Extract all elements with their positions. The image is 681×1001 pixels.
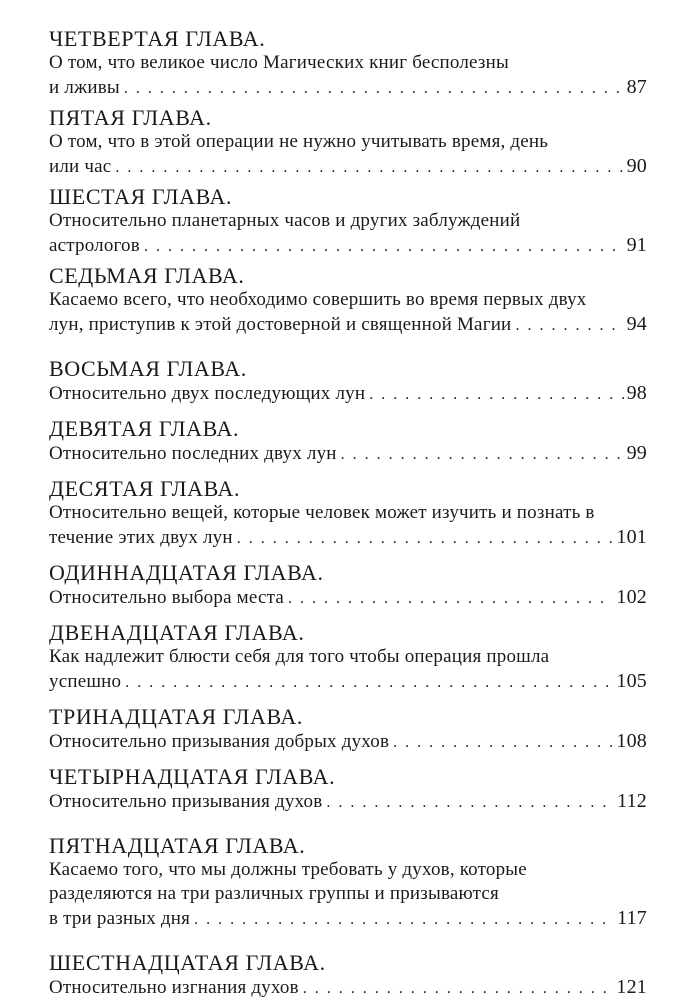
toc-entry xyxy=(49,263,647,338)
chapter-description: Относительно призывания духов xyxy=(49,791,323,812)
chapter-description: Относительно выбора места xyxy=(49,587,284,608)
chapter-description: О том, что в этой операции не нужно учитывать время, день xyxy=(49,131,549,152)
toc-line xyxy=(49,312,647,338)
toc-line xyxy=(49,585,647,611)
chapter-title: ПЯТАЯ ГЛАВА. xyxy=(49,105,212,130)
chapter-title: ТРИНАДЦАТАЯ ГЛАВА. xyxy=(49,704,303,729)
page-number: 98 xyxy=(626,382,647,404)
toc-entry xyxy=(49,560,647,611)
page-number: 105 xyxy=(616,670,647,692)
toc-line xyxy=(49,669,647,695)
chapter-description: О том, что великое число Магических книг бесполезны xyxy=(49,52,509,73)
toc-entry xyxy=(49,764,647,815)
toc-entry xyxy=(49,476,647,551)
toc-entry xyxy=(49,356,647,407)
page-number: 90 xyxy=(626,155,647,177)
page-number: 91 xyxy=(626,234,647,256)
chapter-description: в три разных дня xyxy=(49,908,191,929)
chapter-description: Относительно изгнания духов xyxy=(49,977,299,998)
dot-leader xyxy=(194,907,614,932)
chapter-title: ВОСЬМАЯ ГЛАВА. xyxy=(49,356,247,381)
chapter-title: ЧЕТЫРНАДЦАТАЯ ГЛАВА. xyxy=(49,764,336,789)
dot-leader xyxy=(115,155,623,180)
chapter-title: ЧЕТВЕРТАЯ ГЛАВА. xyxy=(49,26,266,51)
chapter-description: Касаемо того, что мы должны требовать у духов, которые xyxy=(49,859,527,880)
chapter-description: или час xyxy=(49,156,112,177)
toc-line xyxy=(49,233,647,259)
page-number: 94 xyxy=(626,313,647,335)
chapter-title: ПЯТНАДЦАТАЯ ГЛАВА. xyxy=(49,833,306,858)
dot-leader xyxy=(125,670,613,695)
page-number: 117 xyxy=(617,907,647,929)
chapter-title: ШЕСТАЯ ГЛАВА. xyxy=(49,184,233,209)
toc-line xyxy=(49,789,647,815)
dot-leader xyxy=(124,76,624,101)
dot-leader xyxy=(393,730,613,755)
chapter-title: ДВЕНАДЦАТАЯ ГЛАВА. xyxy=(49,620,305,645)
chapter-description: Относительно последних двух лун xyxy=(49,443,337,464)
page-number: 87 xyxy=(626,76,647,98)
toc-line xyxy=(49,441,647,467)
page-number: 99 xyxy=(626,442,647,464)
chapter-title: ШЕСТНАДЦАТАЯ ГЛАВА. xyxy=(49,950,326,975)
table-of-contents xyxy=(49,26,647,1001)
chapter-description: Относительно призывания добрых духов xyxy=(49,731,390,752)
dot-leader xyxy=(341,442,624,467)
chapter-description: течение этих двух лун xyxy=(49,527,233,548)
toc-line xyxy=(49,525,647,551)
toc-entry xyxy=(49,704,647,755)
dot-leader xyxy=(288,586,613,611)
toc-entry xyxy=(49,184,647,259)
page-number: 108 xyxy=(616,730,647,752)
chapter-title: СЕДЬМАЯ ГЛАВА. xyxy=(49,263,245,288)
toc-entry xyxy=(49,26,647,101)
chapter-description: Касаемо всего, что необходимо совершить во время первых двух xyxy=(49,289,587,310)
dot-leader xyxy=(515,313,623,338)
toc-line xyxy=(49,154,647,180)
toc-entry xyxy=(49,950,647,1001)
chapter-description: Как надлежит блюсти себя для того чтобы операция прошла xyxy=(49,646,550,667)
chapter-title: ДЕСЯТАЯ ГЛАВА. xyxy=(49,476,241,501)
chapter-description: Относительно вещей, которые человек может изучить и познать в xyxy=(49,502,595,523)
chapter-description: лун, приступив к этой достоверной и священной Магии xyxy=(49,314,512,335)
dot-leader xyxy=(237,526,614,551)
page-number: 121 xyxy=(616,976,647,998)
toc-entry xyxy=(49,833,647,932)
page-number: 101 xyxy=(616,526,647,548)
chapter-description: и лживы xyxy=(49,77,120,98)
toc-entry xyxy=(49,105,647,180)
dot-leader xyxy=(369,382,623,407)
toc-line xyxy=(49,906,647,932)
dot-leader xyxy=(144,234,624,259)
toc-line xyxy=(49,381,647,407)
chapter-title: ОДИННАДЦАТАЯ ГЛАВА. xyxy=(49,560,324,585)
toc-line xyxy=(49,729,647,755)
toc-line xyxy=(49,75,647,101)
page-number: 102 xyxy=(616,586,647,608)
dot-leader xyxy=(326,790,614,815)
chapter-description: Относительно двух последующих лун xyxy=(49,383,366,404)
toc-line xyxy=(49,975,647,1001)
toc-entry xyxy=(49,620,647,695)
chapter-description: разделяются на три различных группы и призываются xyxy=(49,883,499,904)
toc-entry xyxy=(49,416,647,467)
page-number: 112 xyxy=(617,790,647,812)
chapter-description: астрологов xyxy=(49,235,140,256)
chapter-title: ДЕВЯТАЯ ГЛАВА. xyxy=(49,416,240,441)
dot-leader xyxy=(303,976,614,1001)
chapter-description: успешно xyxy=(49,671,122,692)
chapter-description: Относительно планетарных часов и других заблуждений xyxy=(49,210,521,231)
